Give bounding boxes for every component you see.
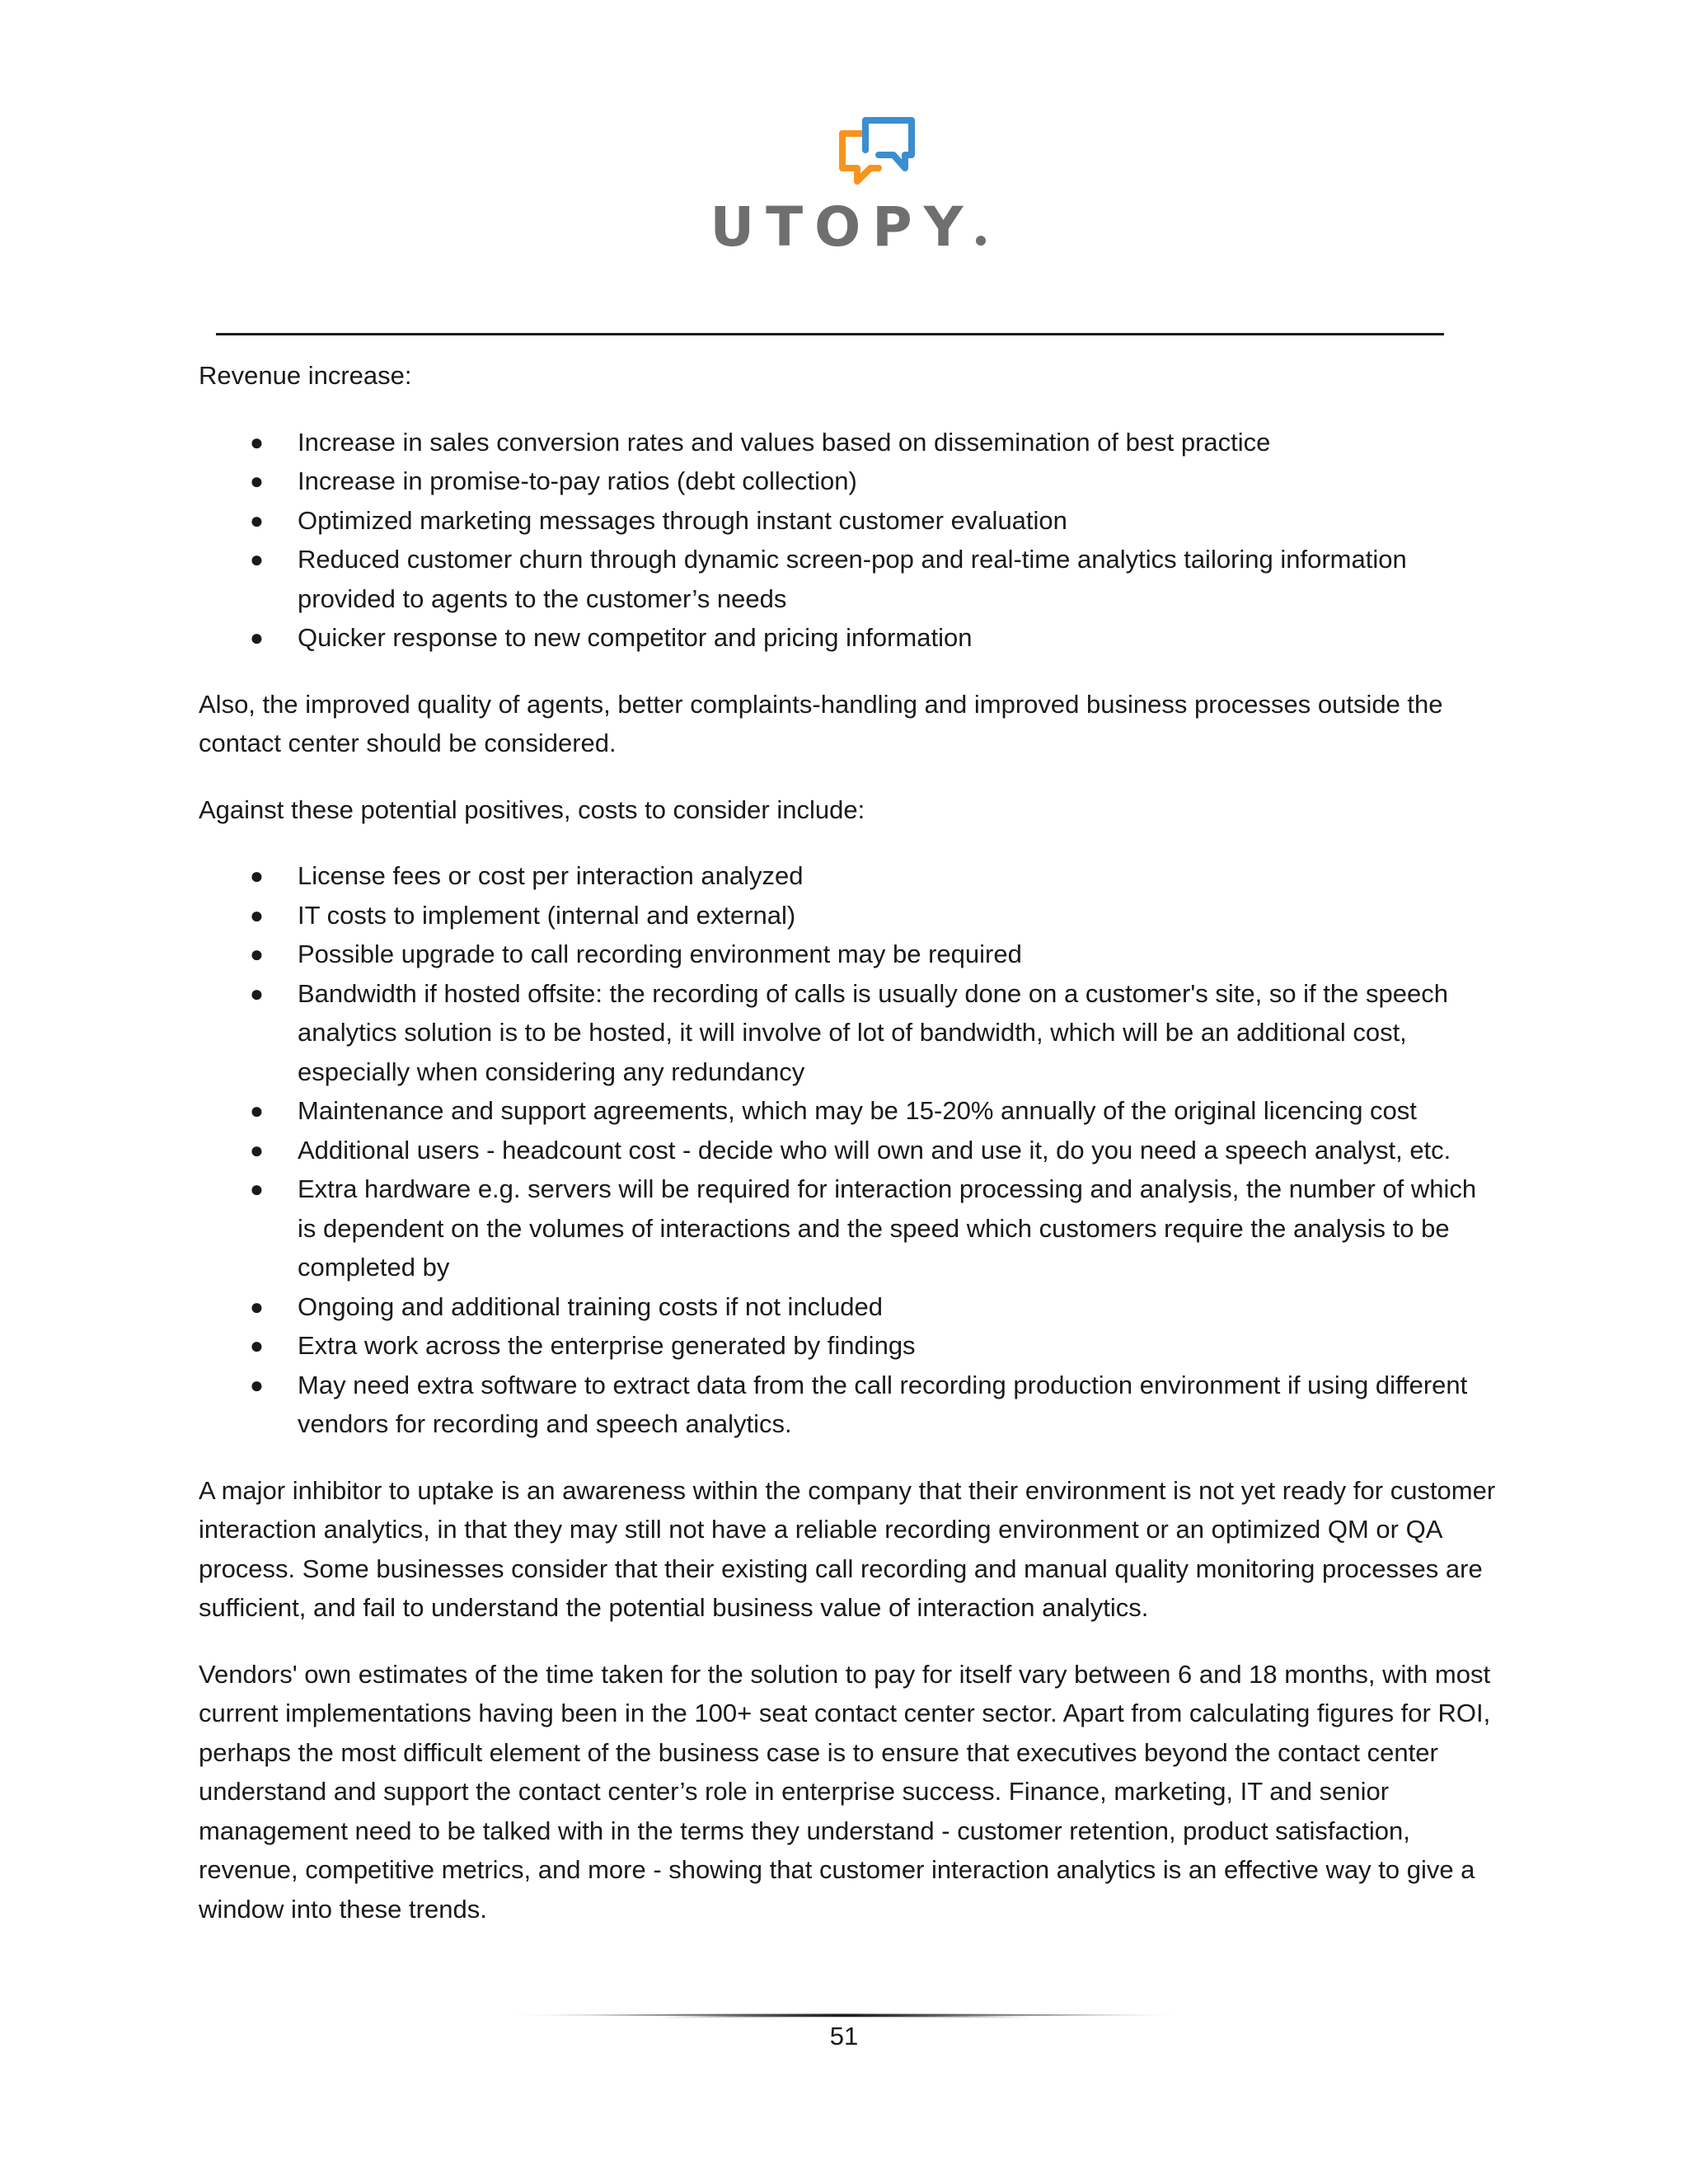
list-item: ● Additional users - headcount cost - decide who will own and use it, do you need a speech analyst, etc. (199, 1131, 1501, 1170)
bullet-icon: ● (250, 625, 264, 650)
vendors-paragraph: Vendors' own estimates of the time taken for the solution to pay for itself vary between 6 and 18 months, with most current implementations having been in the 100+ seat contact center sector. Apart from calculating figures for ROI, perhaps the most difficult element of the business case is to ensure that executives beyond the contact center understand and support the contact center’s role in enterprise success. Finance, marketing, IT and senior management need to be talked with in the terms they understand - customer retention, product satisfaction, revenue, competitive metrics, and more - showing that customer interaction analytics is an effective way to give a window into these trends. (199, 1659, 1491, 1924)
bullet-icon: ● (250, 941, 264, 967)
list-item: ● May need extra software to extract data from the call recording production environment if using different vendors for recording and speech analytics. (199, 1366, 1501, 1444)
bullet-icon: ● (250, 1137, 264, 1163)
logo-wordmark: UTOPY (710, 195, 975, 255)
footer-divider (503, 2009, 1187, 2016)
bullet-icon: ● (250, 902, 264, 928)
list-item: ● Bandwidth if hosted offsite: the recording of calls is usually done on a customer's site, so if the speech analytics solution is to be hosted, it will involve of lot of bandwidth, which will be an additional cost, especially when considering any redundancy (199, 974, 1501, 1092)
header-divider (216, 333, 1444, 335)
list-item: ● Reduced customer churn through dynamic screen-pop and real-time analytics tailoring information provided to agents to the customer’s needs (199, 540, 1501, 618)
bullet-icon: ● (250, 980, 264, 1006)
utopy-logo-mark (696, 115, 992, 255)
list-item: ● Ongoing and additional training costs if not included (199, 1287, 1501, 1327)
document-body (199, 356, 1501, 1956)
costs-heading: Against these potential positives, costs to consider include: (199, 794, 865, 824)
bullet-icon: ● (250, 507, 264, 533)
bullet-icon: ● (250, 546, 264, 572)
revenue-list (199, 423, 1501, 658)
list-item: ● Optimized marketing messages through instant customer evaluation (199, 501, 1501, 541)
bullet-icon: ● (250, 1333, 264, 1358)
page-number: 51 (829, 2022, 859, 2050)
costs-list (199, 856, 1501, 1444)
bullet-icon: ● (250, 1371, 264, 1398)
list-item: ● Quicker response to new competitor and pricing information (199, 618, 1501, 658)
inhibitor-paragraph: A major inhibitor to uptake is an awareness within the company that their environment is not yet ready for customer interaction analytics, in that they may still not have a reliable recording environment or an optimized QM or QA process. Some businesses consider that their existing call recording and manual quality monitoring processes are sufficient, and fail to understand the potential business value of interaction analytics. (199, 1475, 1496, 1622)
list-item: ● Possible upgrade to call recording environment may be required (199, 935, 1501, 974)
list-item: ● IT costs to implement (internal and external) (199, 896, 1501, 935)
bullet-icon: ● (250, 1293, 264, 1319)
list-item: ● Extra work across the enterprise generated by findings (199, 1326, 1501, 1366)
list-item: ● Increase in sales conversion rates and values based on dissemination of best practice (199, 423, 1501, 462)
also-paragraph: Also, the improved quality of agents, better complaints-handling and improved business processes outside the contact center should be considered. (199, 689, 1443, 757)
bullet-icon: ● (250, 468, 264, 494)
bullet-icon: ● (250, 863, 264, 888)
list-item: ● License fees or cost per interaction analyzed (199, 856, 1501, 896)
list-item: ● Increase in promise-to-pay ratios (debt collection) (199, 462, 1501, 501)
bullet-icon: ● (250, 1098, 264, 1123)
bullet-icon: ● (250, 429, 264, 455)
revenue-heading: Revenue increase: (199, 361, 412, 390)
utopy-logo (0, 115, 1688, 264)
list-item: ● Extra hardware e.g. servers will be required for interaction processing and analysis, the number of which is dependent on the volumes of interactions and the speed which customers require the analysis to be completed by (199, 1169, 1501, 1287)
list-item: ● Maintenance and support agreements, which may be 15-20% annually of the original licencing cost (199, 1091, 1501, 1131)
bullet-icon: ● (250, 1176, 264, 1202)
